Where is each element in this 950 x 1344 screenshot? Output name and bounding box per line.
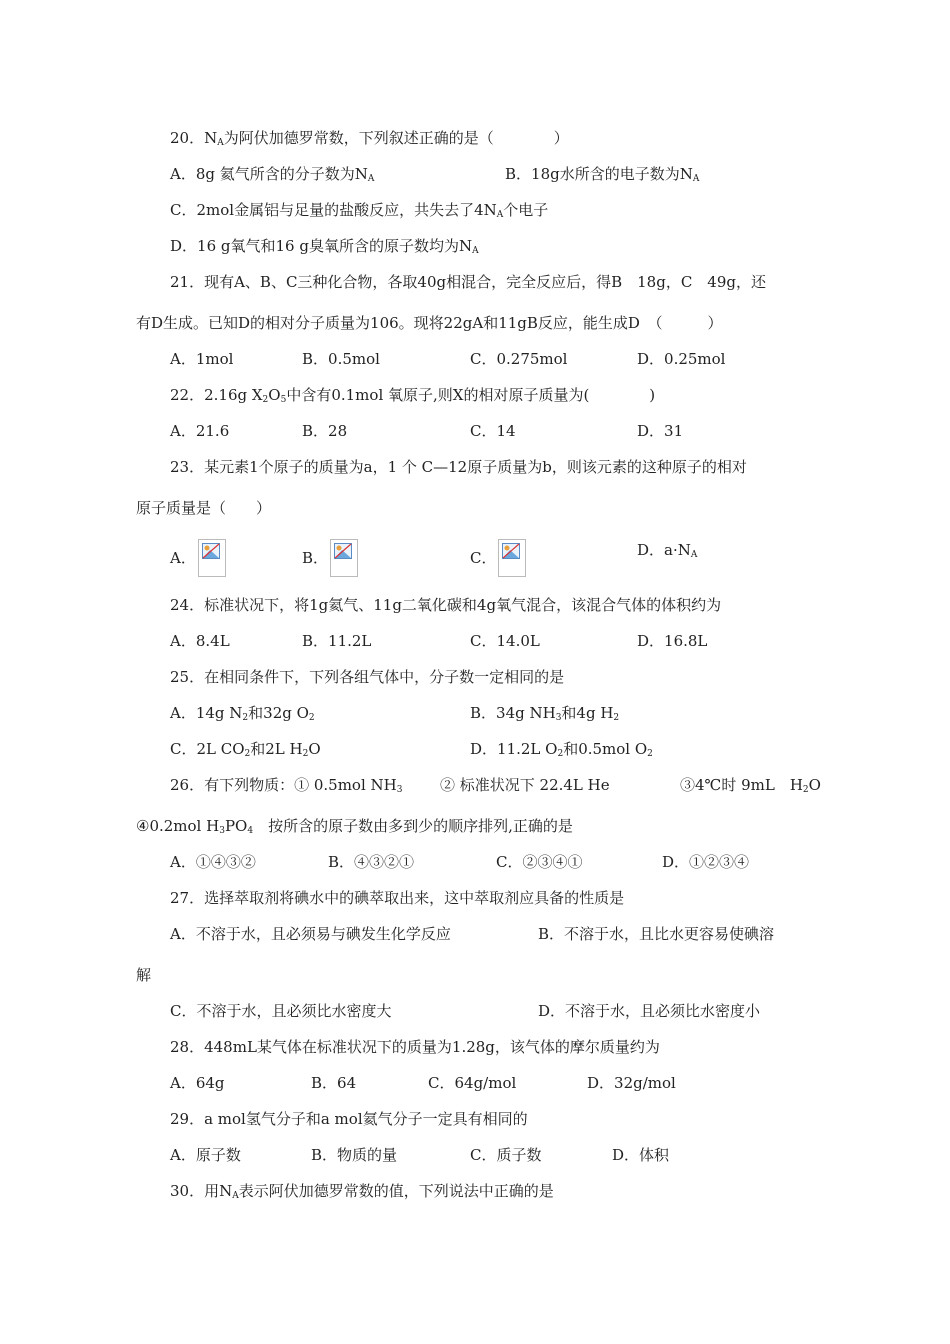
q27-option-d: D．不溶于水，且必须比水密度小 bbox=[538, 1002, 761, 1020]
q21-option-d: D．0.25mol bbox=[637, 350, 726, 368]
q21-option-a: A．1mol bbox=[170, 350, 234, 368]
q20-option-c: C．2mol金属铝与足量的盐酸反应，共失去了$4N_A$个电子 bbox=[170, 201, 549, 220]
q22-option-b: B．28 bbox=[302, 422, 348, 440]
q25-option-b: B．34g $NH_3$和4g $H_2$ bbox=[470, 704, 620, 723]
q26-option-b: B．④③②① bbox=[328, 853, 415, 871]
broken-image-icon bbox=[498, 539, 526, 577]
q23-option-a: A． bbox=[170, 539, 226, 577]
q23-option-c: C． bbox=[470, 539, 526, 577]
broken-image-icon bbox=[198, 539, 226, 577]
q26-option-a: A．①④③② bbox=[170, 853, 256, 871]
q25-option-c: C．2L $CO_2$和2L $H_2O$ bbox=[170, 740, 321, 759]
q26-option-d: D．①②③④ bbox=[662, 853, 750, 871]
q26-stem-line2: ④0.2mol $H_3PO_4$ 按所含的原子数由多到少的顺序排列,正确的是 bbox=[136, 817, 573, 836]
q24-option-b: B．11.2L bbox=[302, 632, 372, 650]
q25-option-a: A．14g $N_2$和32g $O_2$ bbox=[170, 704, 315, 723]
q24-option-d: D．16.8L bbox=[637, 632, 708, 650]
q24-stem: 24．标准状况下，将1g氦气、11g二氧化碳和4g氧气混合，该混合气体的体积约为 bbox=[170, 596, 722, 614]
q21-stem-line1: 21．现有A、B、C三种化合物，各取40g相混合，完全反应后，得B 18g，C 49g，还 bbox=[170, 273, 766, 291]
q30-stem: 30．用$N_A$表示阿伏加德罗常数的值，下列说法中正确的是 bbox=[170, 1182, 554, 1201]
q20-option-d: D．16 g氧气和16 g臭氧所含的原子数均为$N_A$ bbox=[170, 237, 479, 256]
q29-option-b: B．物质的量 bbox=[311, 1146, 398, 1164]
q29-option-a: A．原子数 bbox=[170, 1146, 241, 1164]
q27-stem: 27．选择萃取剂将碘水中的碘萃取出来，这中萃取剂应具备的性质是 bbox=[170, 889, 625, 907]
q29-option-d: D．体积 bbox=[612, 1146, 670, 1164]
q25-option-d: D．11.2L $O_2$和0.5mol $O_2$ bbox=[470, 740, 653, 759]
q21-option-b: B．0.5mol bbox=[302, 350, 380, 368]
q24-option-c: C．14.0L bbox=[470, 632, 540, 650]
q23-option-d: D．$a\cdot N_A$ bbox=[637, 541, 698, 560]
q27-option-a: A．不溶于水，且必须易与碘发生化学反应 bbox=[170, 925, 451, 943]
q20-option-b: B．18g水所含的电子数为$N_A$ bbox=[505, 165, 700, 184]
q23-option-b: B． bbox=[302, 539, 358, 577]
q25-stem: 25．在相同条件下，下列各组气体中，分子数一定相同的是 bbox=[170, 668, 565, 686]
broken-image-icon bbox=[330, 539, 358, 577]
q22-option-a: A．21.6 bbox=[170, 422, 230, 440]
q21-option-c: C．0.275mol bbox=[470, 350, 568, 368]
q22-option-c: C．14 bbox=[470, 422, 516, 440]
q24-option-a: A．8.4L bbox=[170, 632, 230, 650]
q28-option-b: B．64 bbox=[311, 1074, 357, 1092]
q28-option-d: D．32g/mol bbox=[587, 1074, 676, 1092]
q23-stem-line1: 23．某元素1个原子的质量为a，1 个 C—12原子质量为b，则该元素的这种原子的相对 bbox=[170, 458, 747, 476]
q26-stem-line1-b: ② 标准状况下 22.4L He bbox=[440, 776, 610, 794]
q20-option-a: A．8g 氦气所含的分子数为$N_A$ bbox=[170, 165, 375, 184]
q28-option-a: A．64g bbox=[170, 1074, 225, 1092]
q22-option-d: D．31 bbox=[637, 422, 684, 440]
q26-stem-line1: 26．有下列物质：① 0.5mol $NH_3$ bbox=[170, 776, 403, 795]
q28-option-c: C．64g/mol bbox=[428, 1074, 517, 1092]
q26-stem-line1-c: ③4℃时 9mL $H_2O$ bbox=[680, 776, 821, 795]
q27-option-c: C．不溶于水，且必须比水密度大 bbox=[170, 1002, 392, 1020]
q27-option-b-cont: 解 bbox=[136, 966, 152, 984]
q22-stem: 22．2.16g $X_2O_5$中含有0.1mol 氧原子,则X的相对原子质量为( ) bbox=[170, 386, 656, 405]
q26-option-c: C．②③④① bbox=[496, 853, 583, 871]
q29-option-c: C．质子数 bbox=[470, 1146, 542, 1164]
q29-stem: 29．a mol氢气分子和a mol氦气分子一定具有相同的 bbox=[170, 1110, 528, 1128]
q23-stem-line2: 原子质量是（ ） bbox=[136, 499, 272, 517]
q21-stem-line2: 有D生成。已知D的相对分子质量为106。现将22gA和11gB反应，能生成D （ ） bbox=[136, 314, 723, 332]
q27-option-b: B．不溶于水，且比水更容易使碘溶 bbox=[538, 925, 775, 943]
q20-stem: 20．$N_A$为阿伏加德罗常数，下列叙述正确的是（ ） bbox=[170, 129, 569, 148]
q28-stem: 28．448mL某气体在标准状况下的质量为1.28g，该气体的摩尔质量约为 bbox=[170, 1038, 660, 1056]
